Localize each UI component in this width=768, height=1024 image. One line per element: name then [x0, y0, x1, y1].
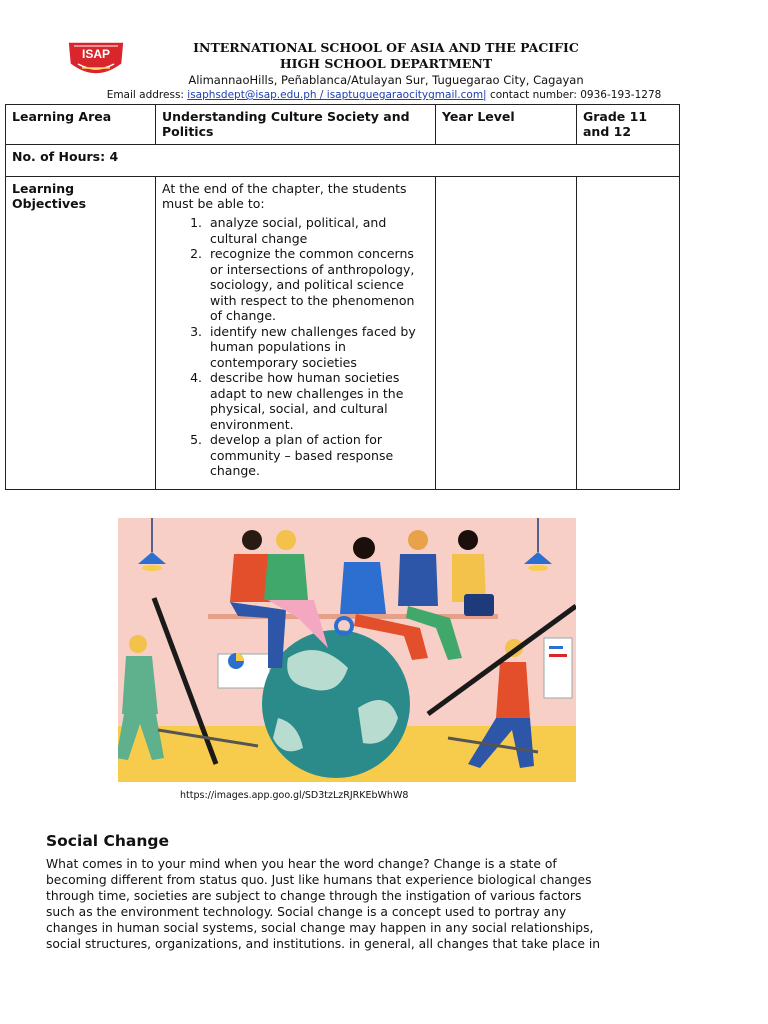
contact-label: contact number: — [489, 89, 577, 101]
objectives-intro: At the end of the chapter, the students must be able to: — [162, 181, 407, 211]
image-source-link[interactable]: https://images.app.goo.gl/SD3tzLzRJRKEbWhW8 — [180, 790, 409, 801]
empty-cell — [436, 177, 577, 490]
school-logo — [64, 38, 128, 84]
course-info-table — [5, 104, 680, 490]
logo-text: ISAP — [81, 47, 111, 61]
hours-cell — [6, 145, 680, 177]
section-paragraph: What comes in to your mind when you hear the word change? Change is a state of becoming different from status quo. Just like humans that experience biological changes through time, societies are subject to change through the instigation of various factors such as the environment technology. Social change is a concept used to portray any changes in human social systems, social change may happen in any social relationships, social structures, organizations, and institutions. in general, all changes that take place in — [46, 857, 601, 951]
hours-value: : 4 — [100, 149, 119, 164]
learning-area-value: Understanding Culture Society and Politics — [156, 105, 436, 145]
objectives-cell — [156, 177, 436, 490]
contact-number: 0936-193-1278 — [580, 89, 662, 101]
table-row — [6, 177, 680, 490]
list-item: 3. identify new challenges faced by human populations in contemporary societies — [206, 324, 429, 371]
empty-cell — [577, 177, 680, 490]
section-heading: Social Change — [46, 832, 169, 850]
year-level-label: Year Level — [436, 105, 577, 145]
social-change-illustration — [118, 518, 576, 782]
table-row — [6, 145, 680, 177]
school-address: AlimannaoHills, Peñablanca/Atulayan Sur, Tuguegarao City, Cagayan — [188, 73, 584, 87]
objectives-label: Learning Objectives — [6, 177, 156, 490]
year-level-value: Grade 11 and 12 — [577, 105, 680, 145]
department-name: HIGH SCHOOL DEPARTMENT — [279, 56, 493, 71]
email-link[interactable]: isaphsdept@isap.edu.ph / isaptuguegaraocitygmail.com| — [187, 89, 487, 101]
learning-area-label: Learning Area — [6, 105, 156, 145]
email-label: Email address: — [106, 89, 184, 101]
school-name: INTERNATIONAL SCHOOL OF ASIA AND THE PACIFIC — [193, 40, 579, 55]
list-item: 5. develop a plan of action for community – based response change. — [206, 432, 429, 479]
list-item: 4. describe how human societies adapt to new challenges in the physical, social, and cultural environment. — [206, 370, 429, 432]
contact-line — [0, 89, 768, 101]
hours-label: No. of Hours — [12, 149, 101, 164]
list-item: 2. recognize the common concerns or intersections of anthropology, sociology, and political science with respect to the phenomenon of change. — [206, 246, 429, 324]
objectives-list — [162, 215, 429, 479]
table-row — [6, 105, 680, 145]
list-item: 1. analyze social, political, and cultural change — [206, 215, 429, 246]
